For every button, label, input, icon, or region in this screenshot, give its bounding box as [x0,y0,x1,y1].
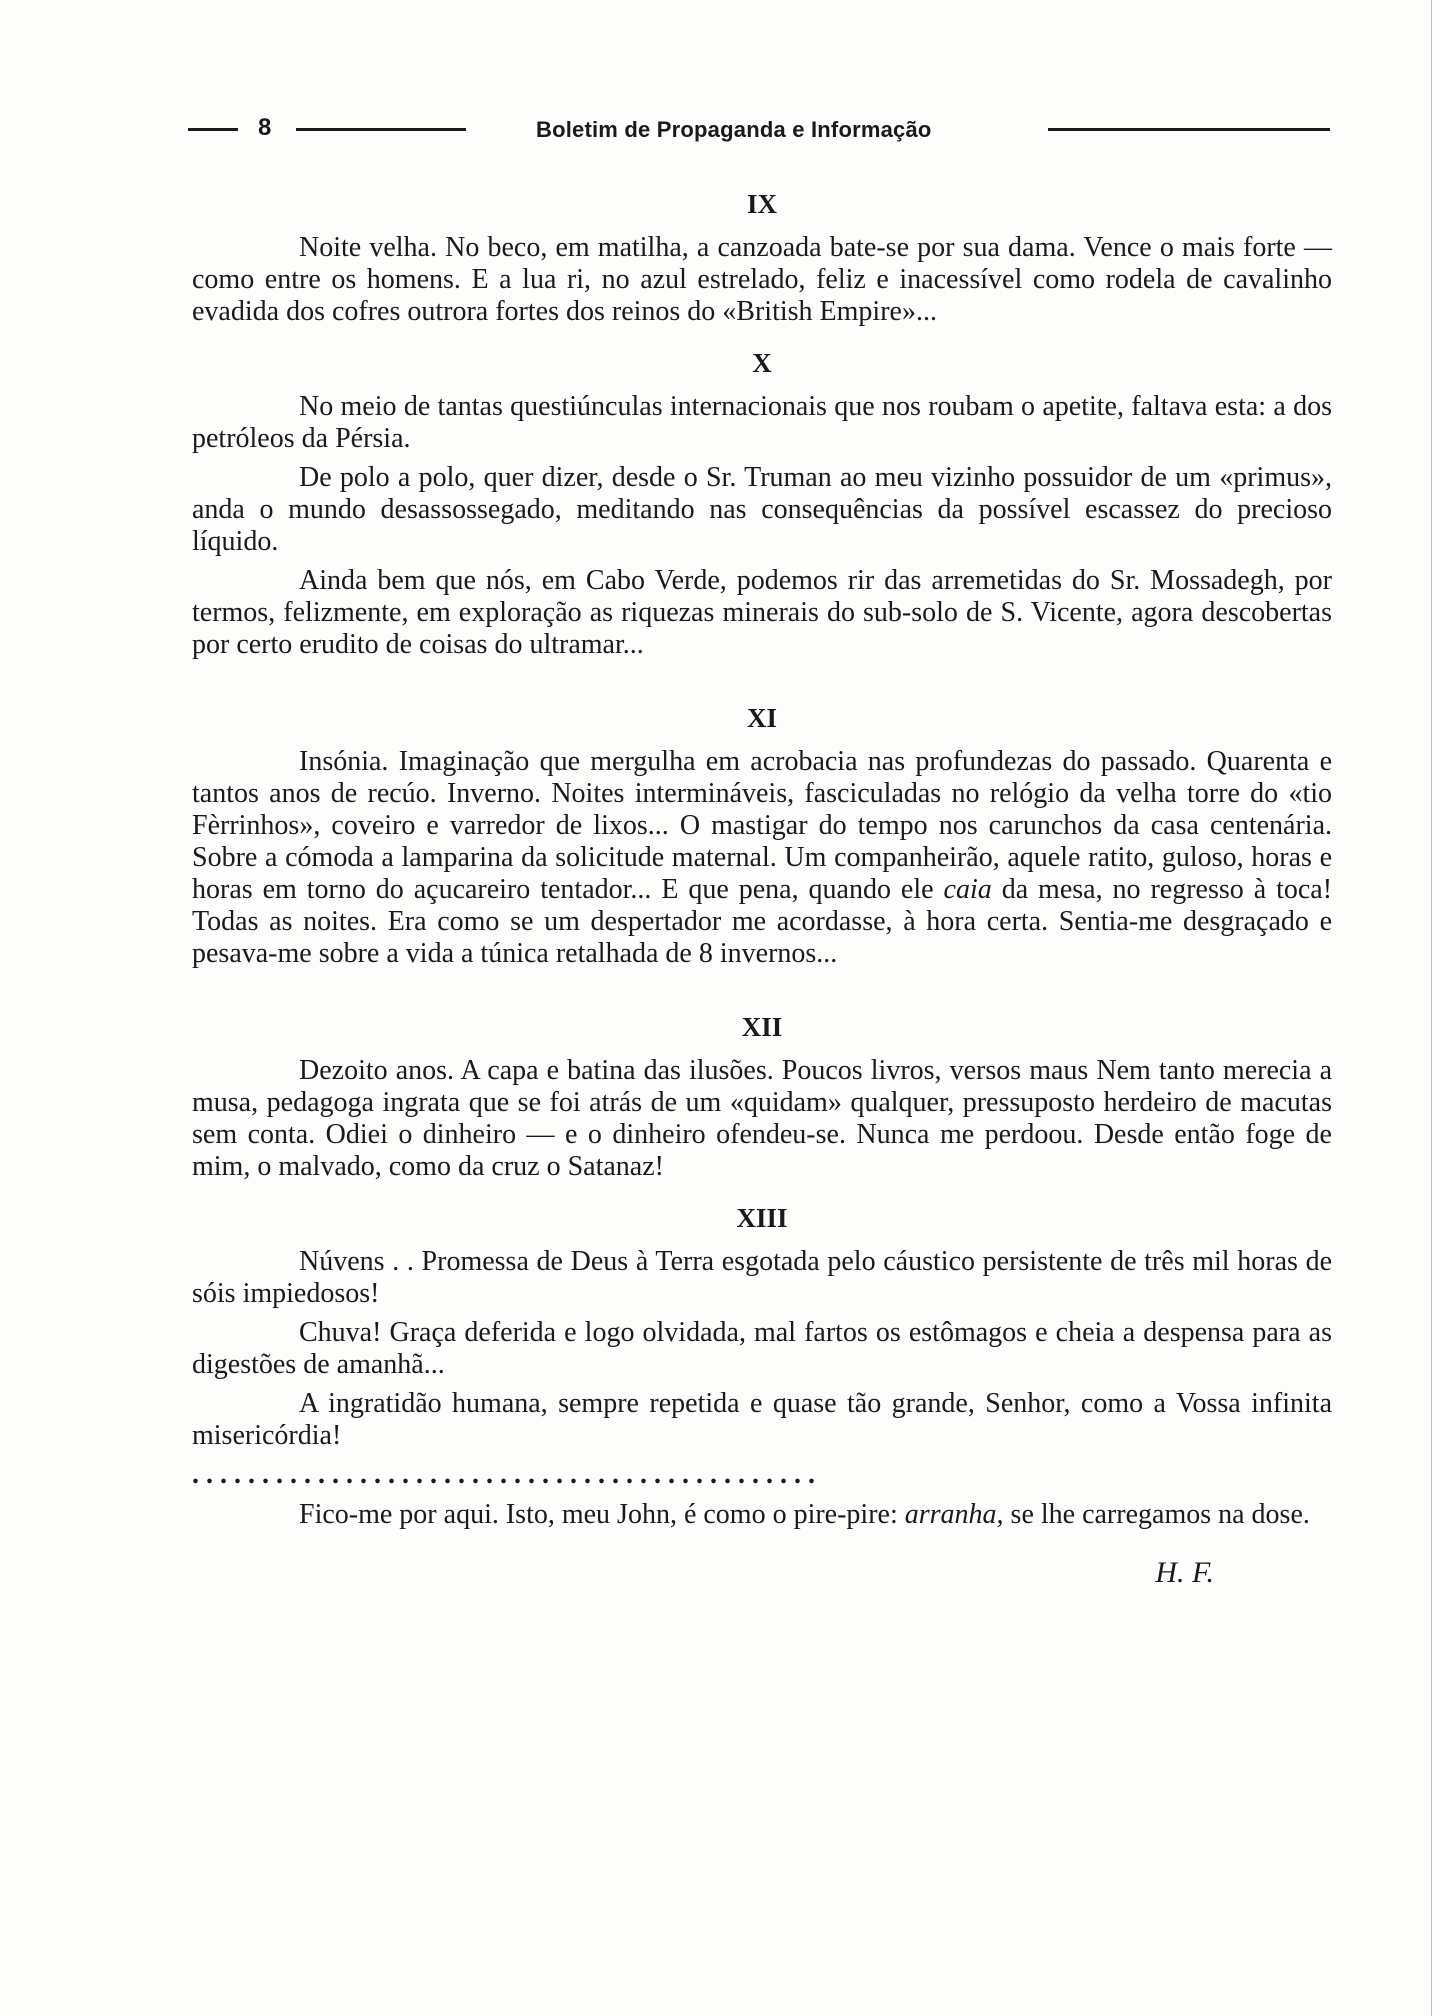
paragraph: De polo a polo, quer dizer, desde o Sr. Truman ao meu vizinho possuidor de um «primus», anda o mundo desassossegado, meditando nas consequências da possível escassez do precioso líquido. [192,462,1332,557]
section-x [192,347,1332,661]
paragraph-text: Insónia. Imaginação que mergulha em acrobacia nas profundezas do passado. Quarenta e tantos anos de recúo. Inverno. Noites intermináveis, fasciculadas no relógio da velha torre do «tio Fèrrinhos», coveiro e varredor de lixos... O mastigar do tempo nos carunchos da casa centenária. Sobre a cómoda a lamparina da solicitude maternal. Um companheirão, aquele ratito, guloso, horas e horas em torno do açucareiro tentador... E que pena, quando ele [192,746,1332,905]
section-xii [192,1011,1332,1183]
paragraph-text: Fico-me por aqui. Isto, meu John, é como o pire-pire: [299,1499,898,1530]
article-body [192,188,1332,1589]
header-rule-right [1048,128,1330,131]
italic-word: caia [943,874,992,905]
header-rule-left [188,128,238,131]
paragraph-text: da mesa, no regresso à toca! Todas as noites. Era como se um despertador me acordasse, à hora certa. Sentia-me desgraçado e pesava-me sobre a vida a túnica retalhada de 8 invernos... [192,874,1333,969]
paragraph-text: se lhe carregamos na dose. [1010,1499,1310,1530]
section-xiii [192,1202,1332,1452]
page-number: 8 [258,114,272,141]
paragraph: Núvens . . Promessa de Deus à Terra esgotada pelo cáustico persistente de três mil horas de sóis impiedosos! [192,1246,1332,1309]
section-numeral: X [752,348,772,378]
section-numeral: IX [746,189,777,219]
section-numeral: XII [741,1012,783,1042]
section-ix [192,188,1332,328]
paragraph: A ingratidão humana, sempre repetida e quase tão grande, Senhor, como a Vossa infinita misericórdia! [192,1388,1332,1451]
paragraph: Noite velha. No beco, em matilha, a canzoada bate-se por sua dama. Vence o mais forte — como entre os homens. E a lua ri, no azul estrelado, feliz e inacessível como rodela de cavalinho evadida dos cofres outrora fortes dos reinos do «British Empire»... [192,232,1332,327]
author-signature: H. F. [1155,1556,1214,1589]
publication-title: Boletim de Propaganda e Informação [536,117,932,142]
page-edge-line [1431,0,1432,2016]
paragraph: No meio de tantas questiúnculas internacionais que nos roubam o apetite, faltava esta: a dos petróleos da Pérsia. [192,391,1332,454]
section-numeral: XIII [736,1203,788,1233]
paragraph: Dezoito anos. A capa e batina das ilusões. Poucos livros, versos maus Nem tanto merecia a musa, pedagoga ingrata que se foi atrás de um «quidam» qualquer, pressuposto herdeiro de macutas sem conta. Odiei o dinheiro — e o dinheiro ofendeu-se. Nunca me perdoou. Desde então foge de mim, o malvado, como da cruz o Satanaz! [192,1055,1332,1182]
section-xi [192,702,1332,970]
page-header [188,114,1330,144]
section-numeral: XI [746,703,777,733]
dotted-separator: . . . . . . . . . . . . . . . . . . . . . . . . . . . . . . . . . . . . . . . . . . . . . [192,1459,815,1490]
paragraph: Ainda bem que nós, em Cabo Verde, podemos rir das arremetidas do Sr. Mossadegh, por termos, felizmente, em exploração as riquezas minerais do sub-solo de S. Vicente, agora descobertas por certo erudito de coisas do ultramar... [192,565,1332,660]
italic-word: arranha, [904,1499,1004,1530]
paragraph: Chuva! Graça deferida e logo olvidada, mal fartos os estômagos e cheia a despensa para as digestões de amanhã... [192,1317,1332,1380]
closing-paragraph [192,1499,1332,1531]
header-rule-middle [296,128,466,131]
paragraph [192,746,1332,970]
